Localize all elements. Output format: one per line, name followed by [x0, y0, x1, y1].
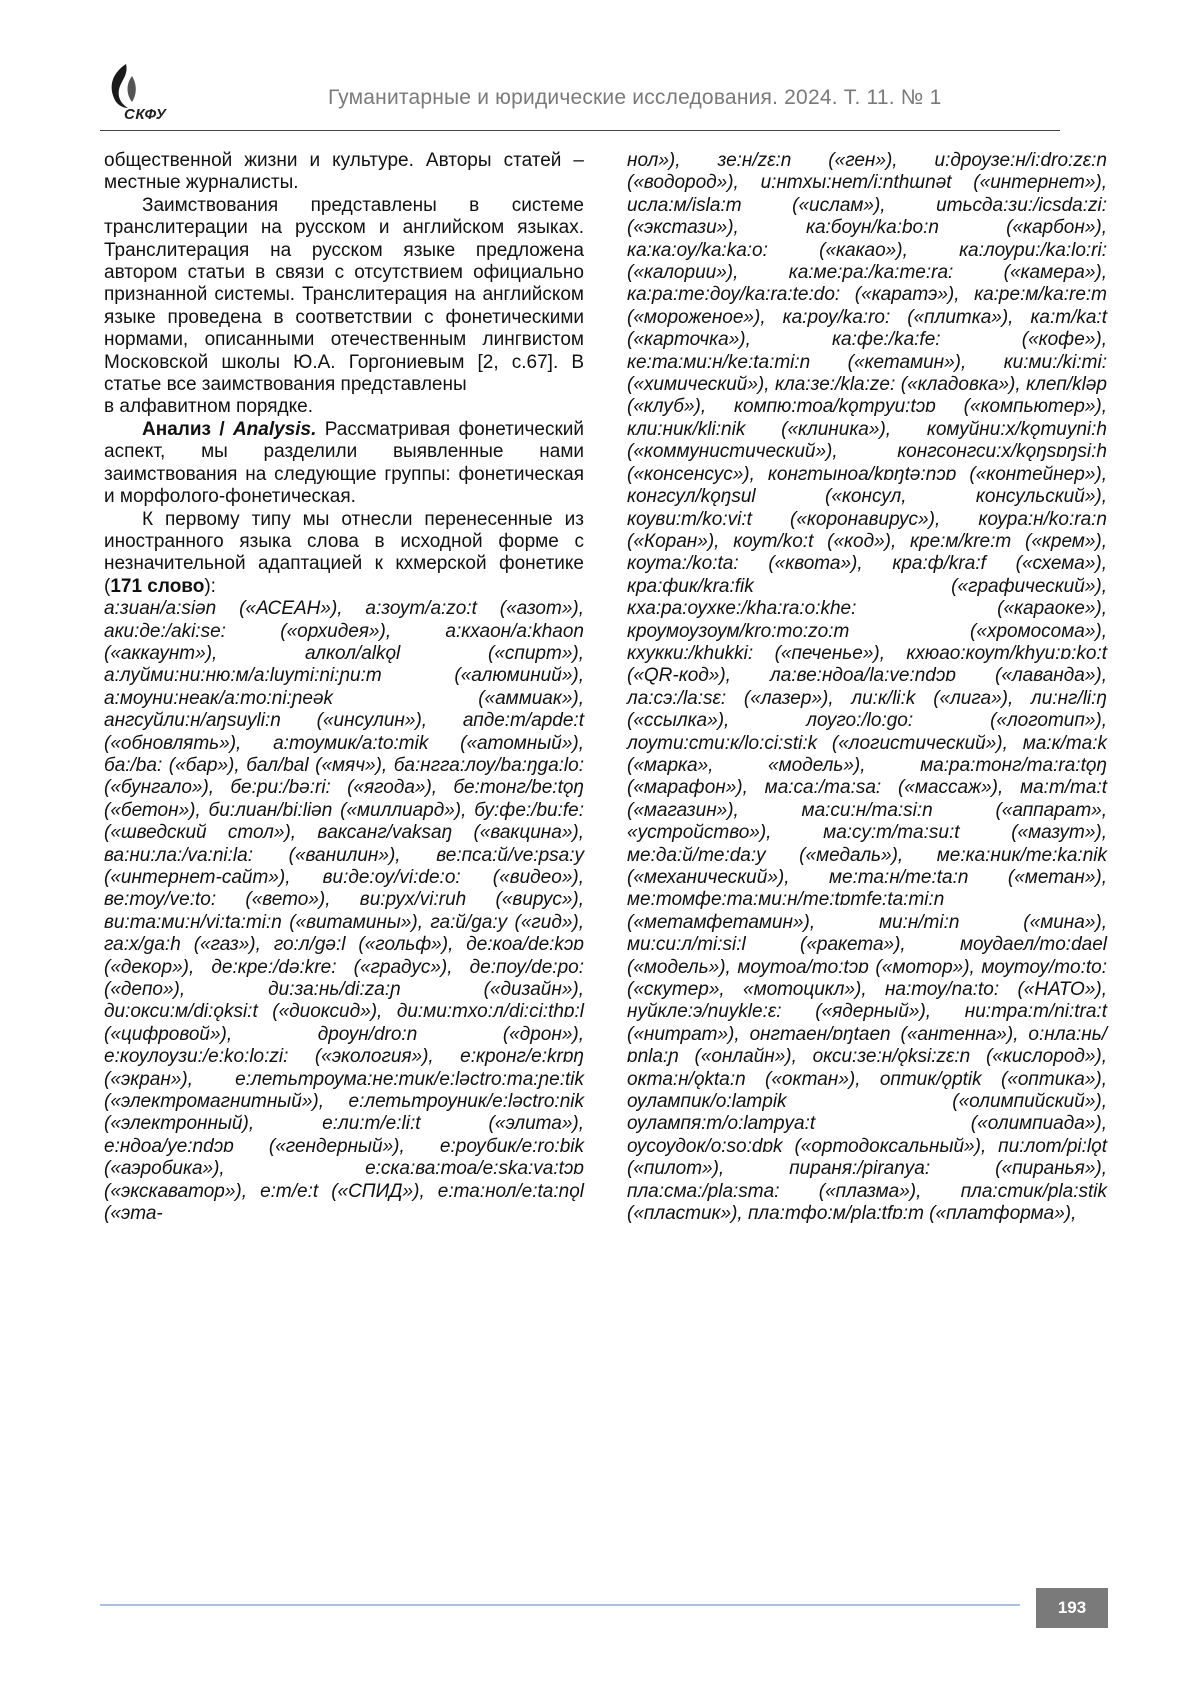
left-column — [104, 150, 584, 1226]
paragraph-alphabetical: в алфавитном порядке. — [104, 396, 313, 418]
header-divider — [100, 130, 1060, 131]
first-type-text: К первому типу мы отнесли перенесенные из иностранного языка слова в исходной форме с незначительной адаптацией к кхмерской фонетике ( — [104, 508, 584, 597]
first-type-end: ): — [204, 575, 216, 597]
analysis-heading-ru: Анализ / — [142, 418, 233, 440]
paragraph-analysis — [104, 419, 584, 509]
journal-title: Гуманитарные и юридические исследования. 2024. Т. 11. № 1 — [328, 86, 942, 109]
logo-text: СКФУ — [124, 106, 167, 123]
loanword-list-right: нол»), зе:н/zɛ:n («ген»), и:дроузе:н/i:dro:zɛ:n («водород»), и:нтхы:нет/i:nthɯnət («интернет»), исла:м/isla:m («ислам»), итьсда:зи:/icsda:zi: («экстази»), ка:боун/ka:bo:n («карбон»), ка:ка:оу/ka:ka:o: («какао»), ка:лоури:/ka:lo:ri: («калории»), ка:ме:ра:/ka:me:ra: («камера»), ка:ра:те:доу/ka:ra:te:do: («каратэ»), ка:ре:м/ka:re:m («мороженое»), ка:роу/ka:ro: («плитка»), ка:т/ka:t («карточка»), ка:фе:/ka:fe: («кофе»), ке:та:ми:н/ke:ta:mi:n («кетамин»), ки:ми:/ki:mi: («химический»), кла:зе:/kla:ze: («кладовка»), клеп/kləp («клуб»), компю:тоа/kǫmpyu:tɔɒ («компьютер»), кли:ник/kli:nik («клиника»), комуйни:х/kǫmuyni:h («коммунистический»), конгсонгси:х/kǫŋsɒŋsi:h («консенсус»), конгтыноа/kɒŋtə:nɔɒ («контейнер»), конгсул/kǫŋsul («консул, консульский»), коуви:т/ko:vi:t («коронавирус»), коура:н/ko:ra:n («Коран»), коут/ko:t («код»), кре:м/kre:m («крем»), коута:/ko:ta: («квота»), кра:ф/kra:f («схема»), кра:фик/kra:fik («графический»), кха:ра:оухке:/kha:ra:o:khe: («караоке»), кроумоузоум/kro:mo:zo:m («хромосома»), кхукки:/khukki: («печенье»), кхюао:коут/khyu:ɒ:ko:t («QR-код»), ла:ве:ндоа/la:ve:ndɔɒ («лаванда»), ла:сэ:/la:sɛ: («лазер»), ли:к/li:k («лига»), ли:нг/li:ŋ («ссылка»), лоуго:/lo:go: («логотип»), лоути:сти:к/lo:ci:sti:k («логистический»), ма:к/ma:k («марка», «модель»), ма:ра:тонг/ma:ra:tǫŋ («марафон»), ма:са:/ma:sa: («массаж»), ма:т/ma:t («магазин»), ма:си:н/ma:si:n («аппарат», «устройство»), ма:су:т/ma:su:t («мазут»), ме:да:й/me:da:y («медаль»), ме:ка:ник/me:ka:nik («механический»), ме:та:н/me:ta:n («метан»), ме:томфе:та:ми:н/me:tɒmfe:ta:mi:n («метамфетамин»), ми:н/mi:n («мина»), ми:си:л/mi:si:l («ракета»), моудаел/mo:dael («модель»), моутоа/mo:tɔɒ («мотор»), моутоу/mo:to: («скутер», «мотоцикл»), на:тоу/na:to: («НАТО»), нуйкле:э/nuykle:ɛ: («ядерный»), ни:тра:т/ni:tra:t («нитрат»), онгтаен/ɒŋtaen («антенна»), о:нла:нь/ɒnla:ɲ («онлайн»), окси:зе:н/ǫksi:zɛ:n («кислород»), окта:н/ǫkta:n («октан»), оптик/ǫptik («оптика»), оулампик/o:lampik («олимпийский»), оулампя:т/o:lampya:t («олимпиада»), оусоудок/o:so:dɒk («ортодоксальный»), пи:лот/pi:lǫt («пилот»), пираня:/piranya: («пиранья»), пла:сма:/pla:sma: («плазма»), пла:стик/pla:stik («пластик»), пла:тфо:м/pla:tfɒ:m («платформа»), — [627, 150, 1107, 1225]
journal-logo — [100, 62, 180, 128]
page-header — [100, 62, 1060, 132]
first-type-count: 171 слово — [110, 575, 205, 597]
analysis-text: Рассматривая фонетический аспект, мы разделили выявленные нами заимствования на следующие группы: фонетическая и морфолого-фонетическая. — [104, 418, 584, 508]
footer-divider — [100, 1604, 1020, 1606]
paragraph-transliteration: Заимствования представлены в системе транслитерации на русском и английском языках. Транслитерация на русском языке предложена автором статьи в связи с отсутствием официально признанной системы. Транслитерация на английском языке проведена в соответствии с фонетическими нормами, описанными отечественным лингвистом Московской школы Ю.А. Горгониевым [2, с.67]. В статье все заимствования представлены — [104, 194, 584, 396]
flame-logo-icon — [104, 62, 144, 110]
analysis-heading-en: Analysis. — [232, 418, 317, 440]
paragraph-first-type — [104, 509, 584, 599]
loanword-list-left: а:зиан/a:siən («АСЕАН»), а:зоут/a:zo:t («азот»), аки:де:/aki:se: («орхидея»), а:кхаон/a:khaon («аккаунт»), алкол/alkǫl («спирт»), а:луйми:ни:ню:м/a:luymi:ni:ɲu:m («алюминий»), а:моуни:неак/a:mo:ni:ɲeək («аммиак»), ангсуйли:н/aŋsuyli:n («инсулин»), апде:т/apde:t («обновлять»), а:тоумик/a:to:mik («атомный»), ба:/ba: («бар»), бал/bal («мяч»), ба:нгга:лоу/ba:ŋga:lo: («бунгало»), бе:pu:/bə:ri: («ягода»), бе:тонг/be:tǫŋ («бетон»), би:лиан/bi:liən («миллиард»), бу:фе:/bu:fe: («шведский стол»), вaкcaнг/vaksaŋ («вакцина»), ва:ни:ла:/va:ni:la: («ванилин»), ве:пса:й/ve:psa:y («интернет-сайт»), ви:де:оу/vi:de:o: («видео»), ве:тоу/ve:to: («вето»), ви:рух/vi:ruh («вирус»), ви:та:ми:н/vi:ta:mi:n («витамины»), га:й/ga:y («гид»), га:х/ga:h («газ»), го:л/gə:l («гольф»), де:коа/de:kɔɒ («декор»), де:кре:/də:kre: («градус»), де:поу/de:po: («депо»), ди:за:нь/di:za:ɲ («дизайн»), ди:окси:м/di:ǫksi:t («диоксид»), ди:ми:тхо:л/di:ci:thɒ:l («цифровой»), дроун/dro:n («дрон»), е:коулоузи:/e:ko:lo:zi: («экология»), е:кронг/e:krɒŋ («экран»), е:летьтроума:не:тик/e:ləctro:ma:ɲe:tik («электромагнитный»), е:летьтроуник/e:ləctro:nik («электронный), е:ли:т/e:li:t («элита»), е:ндоа/ye:ndɔɒ («гендерный»), е:роубик/e:ro:bik («аэробика»), е:ска:ва:тоа/e:ska:va:tɔɒ («экскаватор»), е:т/e:t («СПИД»), е:та:нол/e:ta:nǫl («эта- — [104, 598, 584, 1225]
page-number: 193 — [1036, 1588, 1108, 1628]
right-column — [627, 150, 1107, 1226]
paragraph-intro-end: общественной жизни и культуре. Авторы статей – местные журналисты. — [104, 150, 584, 194]
